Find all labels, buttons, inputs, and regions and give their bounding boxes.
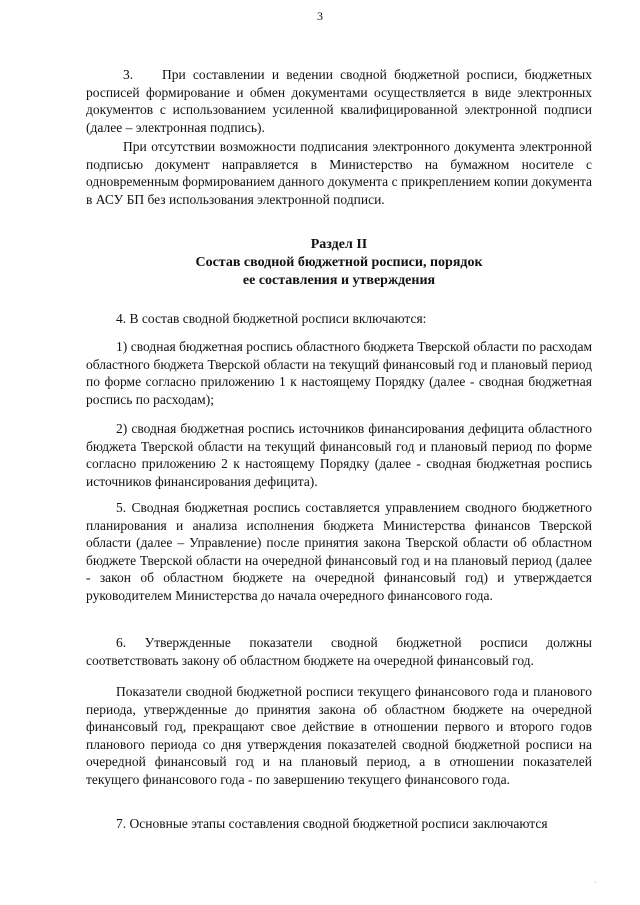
section-subtitle-line1: Состав сводной бюджетной росписи, порядок: [195, 255, 483, 270]
paragraph-4: 4. В состав сводной бюджетной росписи включаются:: [116, 311, 427, 326]
paragraph-3: 3. При составлении и ведении сводной бюджетной росписи, бюджетных росписей формирование и обмен документами осуществляется в виде электронных документов с использованием усиленной квалифицированной электронной подписи (далее – электронная подпись).: [86, 67, 592, 135]
paragraph-6-continuation: Показатели сводной бюджетной росписи текущего финансового года и планового периода, утвержденные до принятия закона об областном бюджете на очередной финансовый год, прекращают свое действие в отношении первого и второго годов планового периода со дня утверждения показателей сводной бюджетной росписи на очередной финансовый год и на плановый период, а в отношении показателей текущего финансового года - по завершению текущего финансового года.: [86, 684, 592, 787]
section-title: Раздел II: [310, 237, 368, 252]
paragraph-3-continuation: При отсутствии возможности подписания электронного документа электронной подписью документ направляется в Министерство на бумажном носителе с одновременным формированием данного документа с прикреплением копии документа в АСУ БП без использования электронной подписи.: [86, 139, 592, 207]
paragraph-4-item-1: 1) сводная бюджетная роспись областного бюджета Тверской области по расходам областного бюджета Тверской области на текущий финансовый год и плановый период по форме согласно приложению 1 к настоящему Порядку (далее - сводная бюджетная роспись по расходам);: [86, 339, 592, 407]
paragraph-4-item-2: 2) сводная бюджетная роспись источников финансирования дефицита областного бюджета Тверской области на текущий финансовый год и плановый период по форме согласно приложению 2 к настоящему Порядку (далее - сводная бюджетная роспись источников финансирования дефицита).: [86, 421, 592, 489]
paragraph-7: 7. Основные этапы составления сводной бюджетной росписи заключаются: [116, 816, 548, 831]
paragraph-5: 5. Сводная бюджетная роспись составляется управлением сводного бюджетного планирования и анализа исполнения бюджета Министерства финансов Тверской области (далее – Управление) после принятия закона Тверской области об областном бюджете Тверской области на очередной финансовый год и на плановый период (далее - закон об областном бюджете на очередной финансовый год) и утверждается руководителем Министерства до начала очередного финансового года.: [86, 500, 592, 603]
corner-mark: ·: [594, 878, 597, 887]
page-number: 3: [317, 9, 323, 23]
section-subtitle-line2: ее составления и утверждения: [242, 273, 436, 288]
paragraph-6: 6. Утвержденные показатели сводной бюджетной росписи должны соответствовать закону об областном бюджете на очередной финансовый год.: [86, 635, 592, 668]
